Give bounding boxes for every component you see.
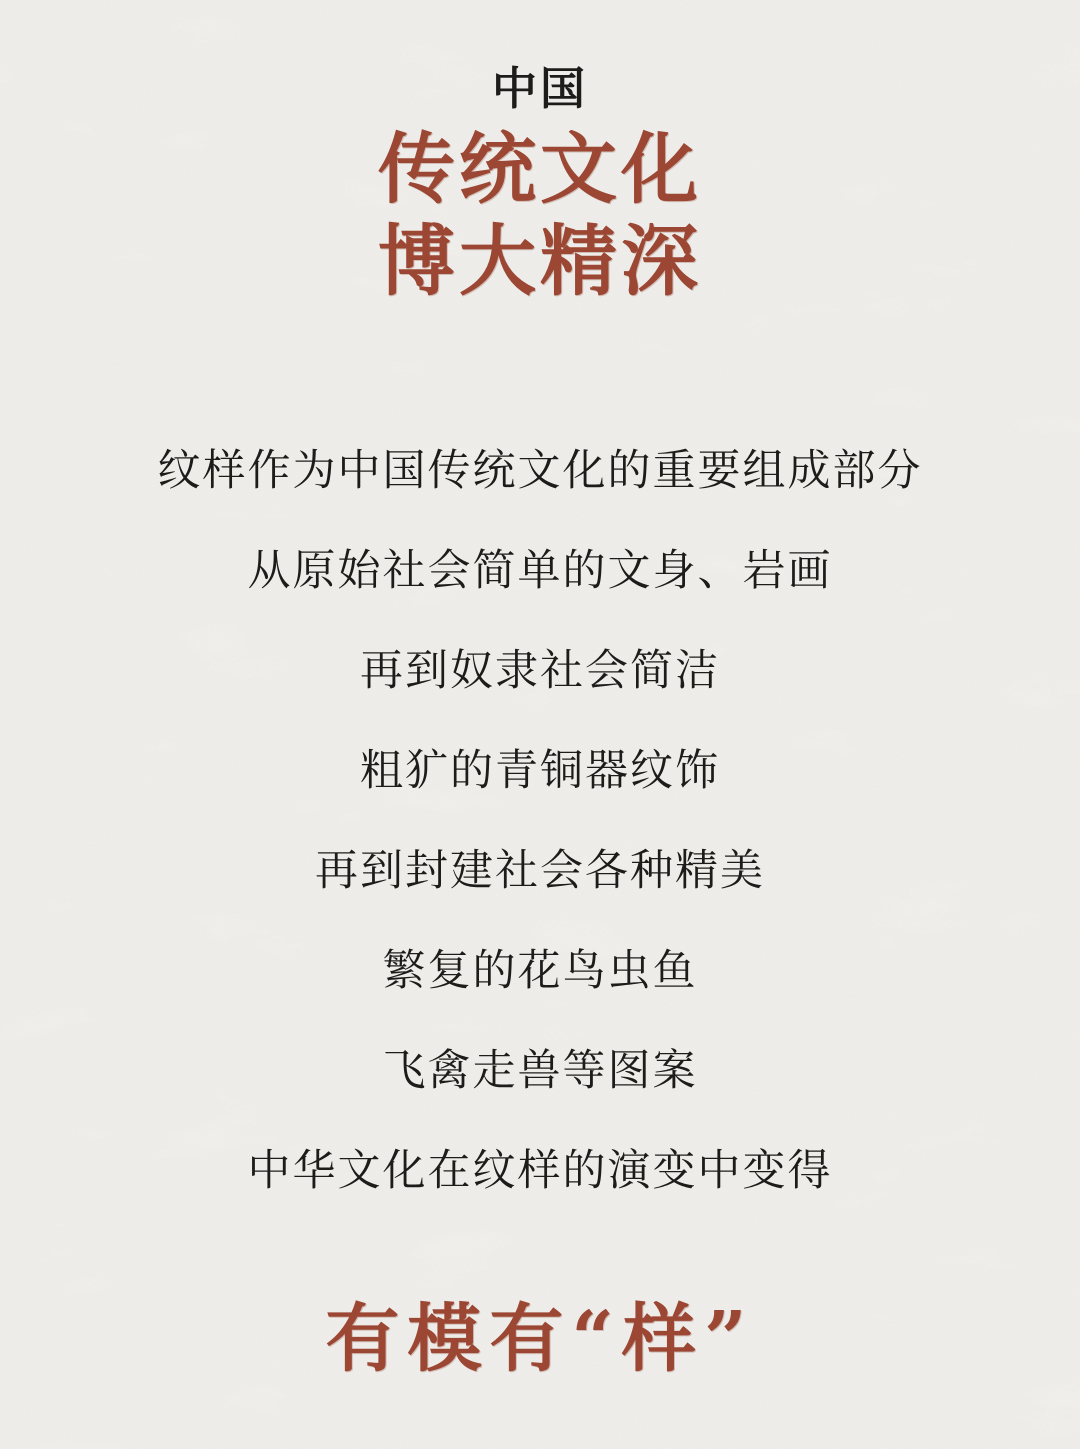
body-line: 再到奴隶社会简洁 bbox=[360, 645, 720, 696]
body-line: 飞禽走兽等图案 bbox=[382, 1045, 698, 1096]
footer-slogan: 有模有“样” bbox=[325, 1296, 755, 1382]
body-line: 再到封建社会各种精美 bbox=[315, 845, 765, 896]
body-text-block bbox=[0, 417, 1080, 1217]
body-line: 繁复的花鸟虫鱼 bbox=[382, 945, 698, 996]
kicker-text: 中国 bbox=[491, 62, 588, 115]
body-line: 纹样作为中国传统文化的重要组成部分 bbox=[157, 445, 923, 496]
body-line: 从原始社会简单的文身、岩画 bbox=[247, 545, 833, 596]
title-block bbox=[0, 124, 1080, 308]
body-line: 中华文化在纹样的演变中变得 bbox=[247, 1145, 833, 1196]
title-line-2: 博大精深 bbox=[378, 217, 702, 307]
title-line-1: 传统文化 bbox=[378, 125, 702, 215]
body-line: 粗犷的青铜器纹饰 bbox=[360, 745, 720, 796]
